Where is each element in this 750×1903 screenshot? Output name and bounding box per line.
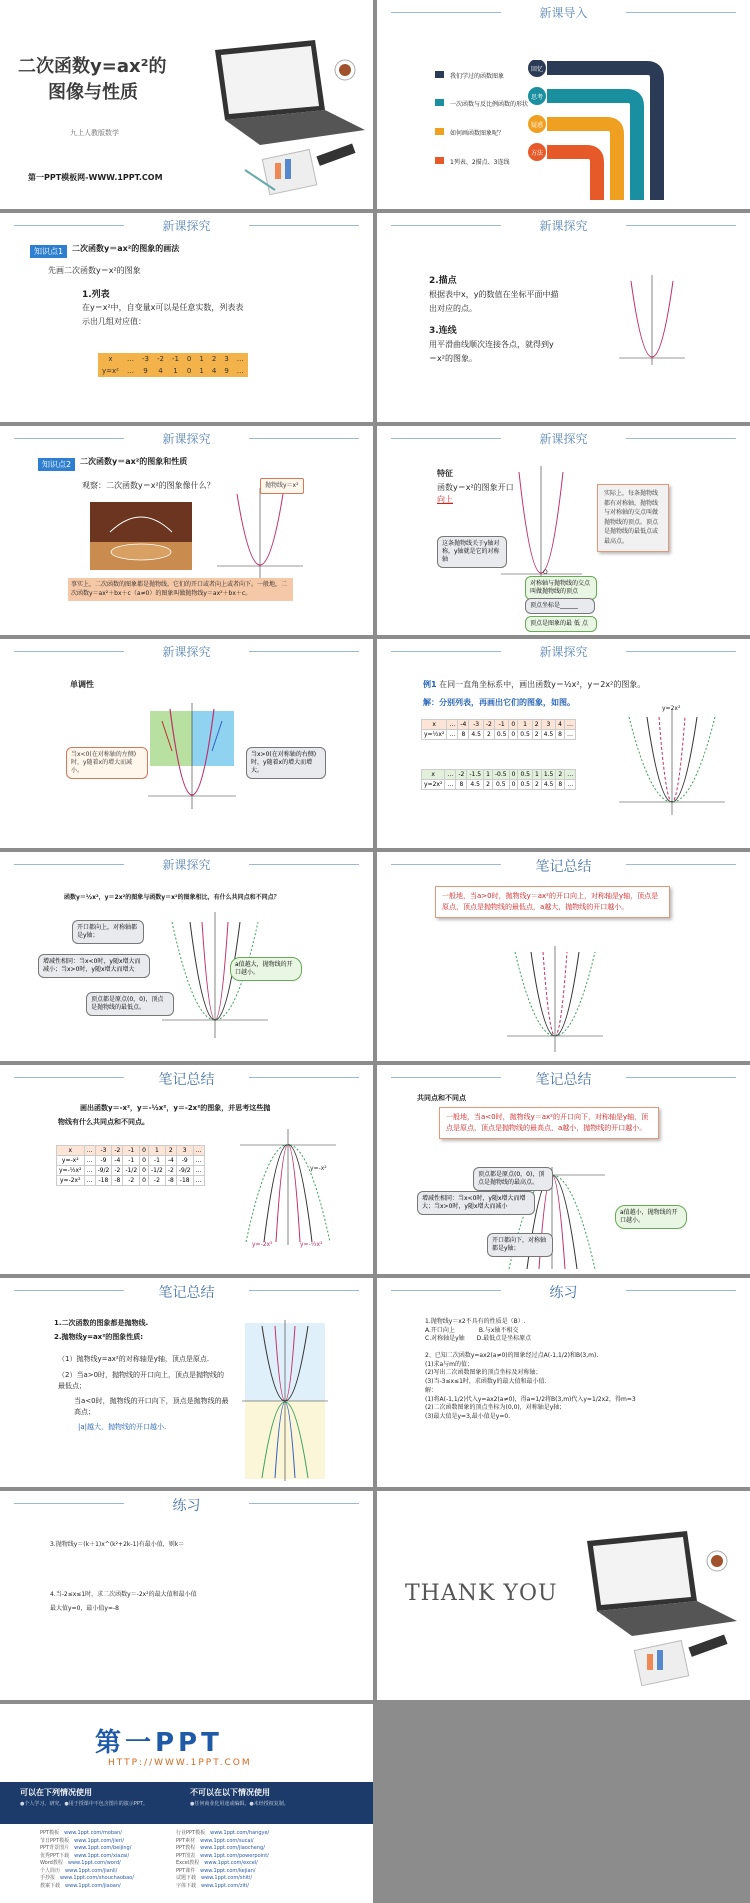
table-cell: 0.5: [494, 730, 509, 740]
link-row[interactable]: PPT背景图片 www.1ppt.com/beijing/: [40, 1845, 132, 1851]
table-cell: 0: [183, 365, 195, 377]
table-cell: …: [84, 1146, 95, 1156]
slide-8[interactable]: [377, 639, 750, 848]
axis-callout: 这条抛物线关于y轴对称，y轴就是它的对称轴: [437, 536, 507, 568]
brand-url: HTTP://WWW.1PPT.COM: [108, 1758, 252, 1768]
observe-text: 观察：二次函数y＝x²的图象像什么？: [82, 481, 215, 490]
laptop-illustration: [577, 1531, 742, 1691]
link-row[interactable]: 字体下载 www.1ppt.com/ziti/: [176, 1882, 249, 1889]
link-row[interactable]: Word教程 www.1ppt.com/word/: [40, 1860, 121, 1866]
table-row: [422, 780, 576, 790]
curve-label: y=2x²: [662, 705, 681, 712]
table-row: [57, 1156, 205, 1166]
table-cell: -4: [112, 1156, 123, 1166]
intro-item-3: 如何画函数图象呢？: [435, 128, 555, 139]
list-item: 1.抛物线y＝x2不具有的性质是（B）.: [425, 1318, 526, 1325]
table-cell: 1: [195, 353, 207, 365]
table-cell: 1: [148, 1146, 165, 1156]
parabola-graph: [617, 273, 687, 368]
cannot-use-title: 不可以在以下情况使用: [190, 1788, 270, 1797]
list-item: (1)求a与m的值；: [425, 1360, 474, 1368]
step-connect: 3.连线: [429, 326, 457, 336]
links-left: [40, 1830, 134, 1890]
slide-4[interactable]: [377, 213, 750, 422]
link-row[interactable]: 试题下载 www.1ppt.com/shiti/: [176, 1875, 253, 1881]
table-cell: 1: [518, 720, 533, 730]
table-cell: 4.5: [541, 780, 556, 790]
table-cell: -1/2: [148, 1166, 165, 1176]
left-callout: 当x<0(在对称轴的左侧)时，y随着x的增大而减小。: [66, 747, 148, 779]
desc-line2: 示出几组对应值：: [82, 317, 146, 326]
table-cell: -3: [138, 353, 153, 365]
table-row: [57, 1166, 205, 1176]
solution-text: 解：分别列表，再画出它们的图象，如图。: [423, 698, 575, 707]
slide-header: 练习: [0, 1495, 373, 1515]
table-cell: 4.5: [469, 730, 484, 740]
slide-17[interactable]: [0, 1704, 373, 1903]
slide-12[interactable]: [377, 1065, 750, 1274]
table-half: [421, 719, 576, 740]
table-cell: …: [193, 1146, 204, 1156]
curve-label-2: y=-½x²: [300, 1241, 323, 1248]
table-cell: 4: [556, 720, 565, 730]
diff-callout: a值越小，抛物线的开口越小。: [615, 1205, 687, 1229]
parabola-label: 抛物线y＝x²: [260, 478, 304, 494]
common-callout-1: 顶点都是原点(0，0)，顶点是抛物线的最高点。: [473, 1167, 553, 1191]
footer-site: 第一PPT模板网-WWW.1PPT.COM: [28, 173, 163, 182]
intro-item-2: 一次函数与反比例函数的形状: [435, 99, 555, 110]
table-cell: -1: [148, 1156, 165, 1166]
list-item: (3)当-3≤x≤1时，求函数y的最大值和最小值.: [425, 1378, 547, 1386]
table-cell: x: [98, 353, 123, 365]
table-cell: -2: [112, 1146, 123, 1156]
table-cell: -2: [165, 1166, 176, 1176]
table-cell: 4: [208, 365, 220, 377]
slide-header: 练习: [377, 1282, 750, 1302]
subtitle: 九上人教版数学: [70, 129, 119, 137]
table-cell: …: [84, 1156, 95, 1166]
connect-desc2: ＝x²的图象。: [429, 354, 477, 363]
cannot-use-desc: ●任何商业化用途或编辑。●未经授权复制。: [190, 1801, 289, 1807]
note-box: 实际上，每条抛物线都有对称轴，抛物线与对称轴的交点叫做抛物线的顶点。顶点是抛物线的最低点或最高点。: [597, 484, 669, 552]
common-callout-2: 增减性相同：当x<0时，y随x增大而减小；当x>0时，y随x增大而增大: [38, 954, 150, 978]
list-item: (3)最大值是y=3,最小值是y=0.: [425, 1412, 511, 1420]
table-row: [57, 1146, 205, 1156]
table-cell: 0: [183, 353, 195, 365]
usage-banner: [0, 1782, 373, 1824]
common-callout-1: 开口都向上，对称轴都是y轴；: [72, 920, 144, 944]
origin-label: O: [543, 569, 548, 576]
vertex-callout: 对称轴与抛物线的交点叫做抛物线的顶点: [525, 576, 597, 600]
table-cell: -3: [95, 1146, 112, 1156]
knowledge-tag: 知识点2: [38, 458, 75, 471]
table-cell: 2: [483, 730, 494, 740]
table-cell: -1/2: [123, 1166, 140, 1176]
connect-desc1: 用平滑曲线顺次连接各点，就得到y: [429, 340, 554, 349]
table-cell: …: [565, 720, 576, 730]
common-callout-2: 增减性相同：当x<0时，y随x增大而增大；当x>0时，y随x增大而减小: [417, 1191, 535, 1215]
table-cell: 3: [541, 720, 556, 730]
table-cell: 9: [138, 365, 153, 377]
list-item: C.对称轴是y轴 D.最低点是坐标原点: [425, 1335, 532, 1343]
table-row: [422, 730, 576, 740]
table-cell: 0: [140, 1156, 149, 1166]
table-cell: 0: [140, 1176, 149, 1186]
brand-logo: 第一PPT: [95, 1728, 223, 1758]
example-text: 例1 在同一直角坐标系中，画出函数y＝½x²，y＝2x²的图象。: [423, 680, 646, 689]
table-cell: 0: [140, 1146, 149, 1156]
table-cell: -2: [456, 770, 467, 780]
table-cell: 9: [220, 365, 232, 377]
table-cell: …: [193, 1176, 204, 1186]
link-row[interactable]: Excel教程 www.1ppt.com/excel/: [176, 1860, 258, 1866]
table-cell: -8: [112, 1176, 123, 1186]
slide-14[interactable]: [377, 1278, 750, 1487]
table-cell: 4.5: [467, 780, 484, 790]
title-line1: 二次函数y=ax²的: [18, 56, 167, 77]
link-row[interactable]: 手抄报 www.1ppt.com/shouchaobao/: [40, 1875, 134, 1881]
table-cell: y=2x²: [422, 780, 445, 790]
intro-item-4: 1列表、2描点、3连线: [435, 157, 555, 168]
table-cell: …: [233, 353, 248, 365]
table-cell: -4: [165, 1156, 176, 1166]
table-cell: -1.5: [467, 770, 484, 780]
table-cell: …: [123, 365, 138, 377]
table-cell: 2: [532, 780, 541, 790]
table-cell: …: [447, 720, 458, 730]
slide-6[interactable]: [377, 426, 750, 635]
table-cell: 8: [556, 780, 565, 790]
table-cell: -2: [153, 353, 168, 365]
list-item: (1)将A(-1,1/2)代入y=ax2(a≠0)，得a=1/2将B(3,m)代入y=1/2x2，得m=3: [425, 1395, 636, 1403]
parabola-graph: [617, 707, 727, 817]
table-cell: 0.5: [518, 770, 533, 780]
knowledge-title: 二次函数y＝ax²的图象的画法: [72, 244, 180, 253]
link-row[interactable]: 节日PPT模板 www.1ppt.com/jieri/: [40, 1837, 124, 1844]
list-item: (2)写出二次函数图象的顶点坐标及对称轴；: [425, 1369, 542, 1377]
laptop-illustration: [205, 40, 370, 200]
table-cell: -0.5: [492, 770, 509, 780]
table-cell: 8: [456, 780, 467, 790]
point-4: （2）当a>0时，抛物线的开口向上，顶点是抛物线的最低点；: [58, 1371, 225, 1390]
min-callout: 顶点是图象的最 低 点: [525, 616, 597, 632]
table-cell: -1: [168, 353, 183, 365]
badge-1: 回忆: [530, 66, 543, 73]
slide-header: 新课探究: [377, 643, 750, 660]
table-cell: -2: [112, 1166, 123, 1176]
list-item: 解：: [425, 1386, 438, 1394]
table-cell: 4: [153, 365, 168, 377]
slide-header: 新课探究: [0, 856, 373, 873]
list-item: (2)二次函数图象的顶点坐标为(0,0)，对称轴是y轴；: [425, 1404, 566, 1412]
point-2: 2.抛物线y=ax²的图象性质:: [54, 1333, 144, 1341]
slide-10[interactable]: [377, 852, 750, 1061]
table-cell: x: [57, 1146, 85, 1156]
table-cell: 1.5: [541, 770, 556, 780]
open-text: 函数y＝x²的图象开口 向上: [437, 483, 514, 504]
link-row[interactable]: 优秀PPT下载 www.1ppt.com/xiazai/: [40, 1852, 130, 1859]
question-line2: 物线有什么共同点和不同点。: [58, 1118, 149, 1126]
table-cell: …: [233, 365, 248, 377]
point-3: （1）抛物线y=ax²的对称轴是y轴，顶点是原点.: [58, 1355, 210, 1363]
table-cell: …: [565, 730, 576, 740]
table-cell: 2: [532, 730, 541, 740]
question-line1: 画出函数y＝-x²，y＝-½x²，y＝-2x²的图象，并思考这些抛: [80, 1104, 271, 1112]
table-cell: 2: [556, 770, 565, 780]
answer-4: 最大值y=0，最小值y=-8: [50, 1605, 119, 1612]
question-4: 4.当-2≤x≤1时，求二次函数y＝-2x²的最大值和最小值: [50, 1591, 197, 1598]
coord-callout: 顶点坐标是______: [525, 598, 595, 614]
table-cell: -4: [458, 720, 469, 730]
link-row[interactable]: PPT模板 www.1ppt.com/moban/: [40, 1830, 122, 1836]
table-cell: 1: [484, 770, 493, 780]
table-double: [421, 769, 576, 790]
parabola-graph: [240, 1318, 330, 1483]
feature-title: 特征: [437, 469, 453, 478]
table-cell: …: [193, 1156, 204, 1166]
table-cell: 0: [509, 720, 518, 730]
plot-desc1: 根据表中x，y的数值在坐标平面中描: [429, 290, 559, 299]
slide-header: 笔记总结: [377, 856, 750, 876]
slide-3[interactable]: [0, 213, 373, 422]
slide-1[interactable]: [0, 0, 373, 209]
knowledge-tag: 知识点1: [30, 245, 67, 258]
point-6: |a|越大，抛物线的开口越小.: [78, 1423, 167, 1431]
slide-9[interactable]: [0, 852, 373, 1061]
parabola-graph: [215, 486, 305, 581]
slide-7[interactable]: [0, 639, 373, 848]
badge-4: 方法: [530, 150, 543, 157]
table-cell: 0: [509, 770, 518, 780]
title-line2: 图像与性质: [48, 82, 138, 103]
table-cell: 0.5: [518, 780, 533, 790]
table-cell: -2: [148, 1176, 165, 1186]
table-cell: -18: [95, 1176, 112, 1186]
table-cell: 2: [208, 353, 220, 365]
slide-5[interactable]: [0, 426, 373, 635]
plot-desc2: 出对应的点。: [429, 304, 477, 313]
step-plot: 2.描点: [429, 276, 457, 286]
table-cell: 1: [532, 770, 541, 780]
table-cell: x: [422, 770, 445, 780]
table-cell: 0: [509, 730, 518, 740]
table-cell: -9: [176, 1156, 193, 1166]
badge-2: 思考: [530, 94, 543, 101]
slide-11[interactable]: [0, 1065, 373, 1274]
table-cell: -3: [469, 720, 484, 730]
intro-line: 先画二次函数y＝x²的图象: [48, 266, 141, 275]
summary-box: 一般地，当a>0时，抛物线y＝ax²的开口向上，对称轴是y轴，顶点是原点，顶点是抛物线的最低点，a越大，抛物线的开口越小。: [435, 886, 670, 918]
intro-item-1: 我们学过的函数图象: [435, 71, 555, 82]
table-row: [98, 353, 248, 365]
arrow-diagram: [527, 60, 727, 200]
table-cell: …: [84, 1166, 95, 1176]
badge-3: 疑惑: [530, 122, 543, 129]
parabola-graph: [238, 1127, 338, 1247]
table-cell: 1: [195, 365, 207, 377]
slide-header: 新课探究: [0, 430, 373, 447]
list-item: 2、已知二次函数y=ax2(a≠0)的图象经过点A(-1,1/2)和B(3,m).: [425, 1352, 599, 1360]
table-cell: x: [422, 720, 447, 730]
table-cell: 0.5: [492, 780, 509, 790]
table-row: [98, 365, 248, 377]
step-list: 1.列表: [82, 290, 110, 300]
table-cell: y=½x²: [422, 730, 447, 740]
table-row: [57, 1176, 205, 1186]
link-row[interactable]: PPT图表 www.1ppt.com/powerpoint/: [176, 1852, 269, 1859]
table-cell: -8: [165, 1176, 176, 1186]
point-1: 1.二次函数的图象都是抛物线.: [54, 1319, 149, 1327]
slide-header: 新课导入: [377, 4, 750, 21]
list-item: A.开口向上 B.与x轴不相交: [425, 1326, 519, 1334]
fountain-photo: [90, 502, 192, 570]
can-use-desc: ●个人学习、研究。●用于授课中不包含图片的演示PPT。: [20, 1801, 148, 1807]
question-text: 函数y＝½x²，y＝2x²的图象与函数y＝x²的图象相比，有什么共同点和不同点？: [64, 894, 280, 901]
table-cell: -9/2: [176, 1166, 193, 1176]
link-row[interactable]: 个人简历 www.1ppt.com/jianli/: [40, 1867, 118, 1874]
table-cell: …: [565, 770, 576, 780]
slide-header: 笔记总结: [0, 1282, 373, 1302]
question-3: 3.抛物线y＝(k＋1)x^(k²+2k-1)有最小值，则k＝: [50, 1541, 185, 1548]
thanks-text: THANK YOU: [405, 1581, 558, 1606]
table-cell: -1: [494, 720, 509, 730]
slide-16[interactable]: [377, 1491, 750, 1700]
table-cell: 2: [165, 1146, 176, 1156]
table-cell: y=-½x²: [57, 1166, 85, 1176]
table-cell: 0.5: [518, 730, 533, 740]
point-5: 当a<0时，抛物线的开口向下，顶点是抛物线的最高点；: [74, 1397, 229, 1416]
table-cell: y=-2x²: [57, 1176, 85, 1186]
slide-header: 笔记总结: [377, 1069, 750, 1089]
slide-header: 新课探究: [377, 430, 750, 447]
can-use-title: 可以在下列情况使用: [20, 1788, 92, 1797]
summary-box: 一般地，当a<0时，抛物线y＝ax²的开口向下，对称轴是y轴，顶点是原点，顶点是抛物线的最高点，a越小，抛物线的开口越小。: [439, 1107, 659, 1139]
value-table: [56, 1145, 205, 1186]
table-cell: …: [445, 770, 456, 780]
fact-box: 事实上，二次函数的图象都是抛物线。它们的开口或者向上或者向下。一般地，二次函数y＝ax²＋bx＋c（a≠0）的图象叫做抛物线y＝ax²＋bx＋c。: [68, 578, 293, 601]
common-callout-3: 开口都向下，对称轴都是y轴；: [487, 1233, 553, 1257]
slide-header: 新课探究: [377, 217, 750, 234]
table-cell: -2: [483, 720, 494, 730]
table-cell: -2: [123, 1176, 140, 1186]
table-cell: …: [565, 780, 576, 790]
curve-label-1: y=-2x²: [252, 1241, 273, 1248]
slide-13[interactable]: [0, 1278, 373, 1487]
parabola-graph: [505, 944, 605, 1054]
link-row[interactable]: 行业PPT模板 www.1ppt.com/hangye/: [176, 1830, 270, 1836]
monotonic-graph: [148, 701, 236, 811]
table-cell: 2: [484, 780, 493, 790]
table-cell: -9/2: [95, 1166, 112, 1176]
table-row: [422, 770, 576, 780]
table-cell: …: [445, 780, 456, 790]
table-cell: 3: [176, 1146, 193, 1156]
slide-header: 新课探究: [0, 217, 373, 234]
mono-title: 单调性: [70, 680, 94, 689]
table-row: [422, 720, 576, 730]
curve-label-3: y=-x²: [310, 1165, 327, 1172]
table-cell: -1: [123, 1156, 140, 1166]
table-cell: 0: [509, 780, 518, 790]
table-cell: …: [447, 730, 458, 740]
table-cell: -18: [176, 1176, 193, 1186]
table-cell: y=-x²: [57, 1156, 85, 1166]
link-row[interactable]: 教案下载 www.1ppt.com/jiaoan/: [40, 1882, 121, 1889]
slide-header: 新课探究: [0, 643, 373, 660]
table-cell: 0: [140, 1166, 149, 1176]
knowledge-title: 二次函数y＝ax²的图象和性质: [80, 457, 188, 466]
table-cell: y=x²: [98, 365, 123, 377]
table-cell: 1: [168, 365, 183, 377]
links-right: [176, 1830, 269, 1890]
sub-title: 共同点和不同点: [417, 1094, 466, 1102]
table-cell: …: [84, 1176, 95, 1186]
value-table: [98, 353, 248, 377]
desc-line1: 在y＝x²中，自变量x可以是任意实数，列表表: [82, 303, 244, 312]
slide-15[interactable]: [0, 1491, 373, 1700]
common-callout-3: 顶点都是原点(0，0)，顶点是抛物线的最低点。: [86, 992, 174, 1016]
table-cell: 8: [458, 730, 469, 740]
diff-callout: a值越大，抛物线的开口越小。: [230, 957, 302, 981]
table-cell: …: [123, 353, 138, 365]
slide-2[interactable]: [377, 0, 750, 209]
table-cell: -9: [95, 1156, 112, 1166]
table-cell: 2: [532, 720, 541, 730]
table-cell: -1: [123, 1146, 140, 1156]
right-callout: 当x>0(在对称轴的右侧)时，y随着x的增大而增大。: [246, 747, 326, 779]
link-row[interactable]: PPT教程 www.1ppt.com/jiaocheng/: [176, 1845, 265, 1851]
link-row[interactable]: PPT素材 www.1ppt.com/sucai/: [176, 1837, 254, 1844]
link-row[interactable]: PPT课件 www.1ppt.com/kejian/: [176, 1867, 256, 1874]
exercise-list: [425, 1318, 725, 1422]
table-cell: 8: [556, 730, 565, 740]
slide-header: 笔记总结: [0, 1069, 373, 1089]
table-cell: 4.5: [541, 730, 556, 740]
table-cell: 3: [220, 353, 232, 365]
table-cell: …: [193, 1166, 204, 1176]
